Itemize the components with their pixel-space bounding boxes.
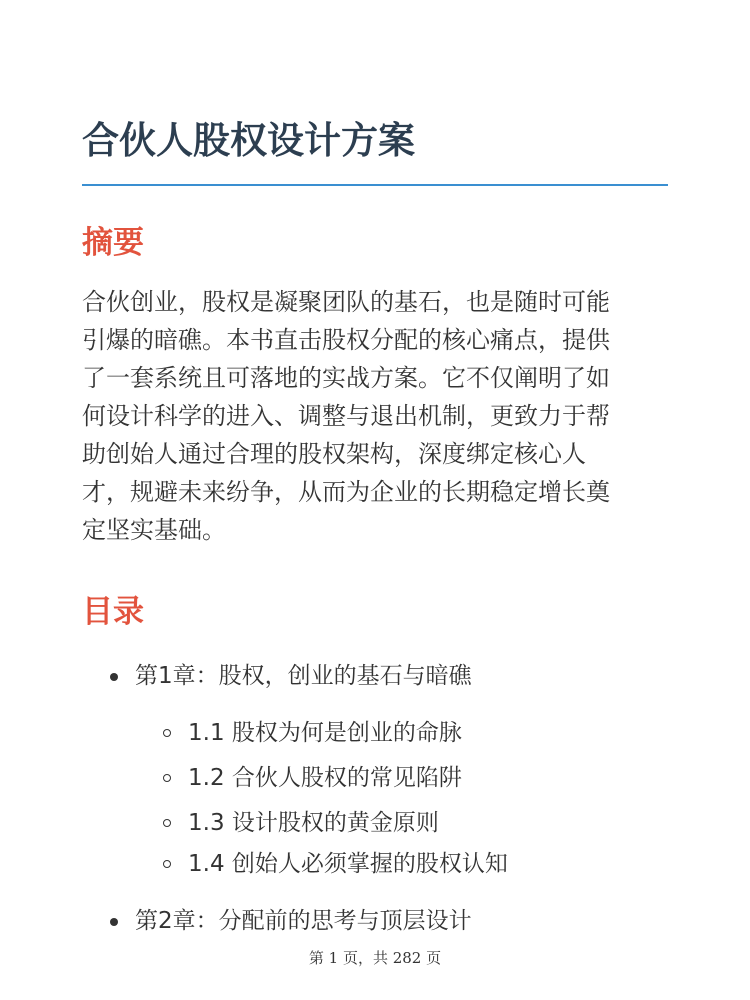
toc-heading: 目录 <box>82 594 144 630</box>
abstract-line: 引爆的暗礁。本书直击股权分配的核心痛点，提供 <box>82 326 610 354</box>
abstract-line: 才，规避未来纷争，从而为企业的长期稳定增长奠 <box>82 478 610 506</box>
hollow-bullet-icon <box>163 819 171 827</box>
document-title: 合伙人股权设计方案 <box>82 119 415 162</box>
abstract-heading: 摘要 <box>82 225 144 261</box>
abstract-line: 助创始人通过合理的股权架构，深度绑定核心人 <box>82 440 586 468</box>
toc-section-1-3 <box>188 808 439 838</box>
page-number-footer: 第 1 页，共 282 页 <box>308 949 442 967</box>
hollow-bullet-icon <box>163 860 171 868</box>
toc-section-label: 1.2 合伙人股权的常见陷阱 <box>188 765 462 791</box>
filled-bullet-icon <box>110 673 118 681</box>
toc-chapter-label: 第2章：分配前的思考与顶层设计 <box>135 908 472 934</box>
toc-chapter-label: 第1章：股权，创业的基石与暗礁 <box>135 663 472 689</box>
abstract-line: 合伙创业，股权是凝聚团队的基石，也是随时可能 <box>82 288 610 316</box>
title-divider <box>82 184 668 186</box>
hollow-bullet-icon <box>163 774 171 782</box>
filled-bullet-icon <box>110 918 118 926</box>
toc-section-label: 1.4 创始人必须掌握的股权认知 <box>188 851 508 877</box>
abstract-line: 何设计科学的进入、调整与退出机制，更致力于帮 <box>82 402 610 430</box>
hollow-bullet-icon <box>163 729 171 737</box>
toc-section-1-4 <box>188 849 508 879</box>
abstract-line: 了一套系统且可落地的实战方案。它不仅阐明了如 <box>82 364 610 392</box>
toc-chapter-1 <box>135 661 472 691</box>
toc-section-label: 1.3 设计股权的黄金原则 <box>188 810 439 836</box>
abstract-body <box>82 283 610 549</box>
toc-section-1-2 <box>188 763 462 793</box>
toc-section-label: 1.1 股权为何是创业的命脉 <box>188 720 462 746</box>
abstract-line: 定坚实基础。 <box>82 516 226 544</box>
toc-chapter-2 <box>135 906 472 936</box>
toc-section-1-1 <box>188 718 462 748</box>
